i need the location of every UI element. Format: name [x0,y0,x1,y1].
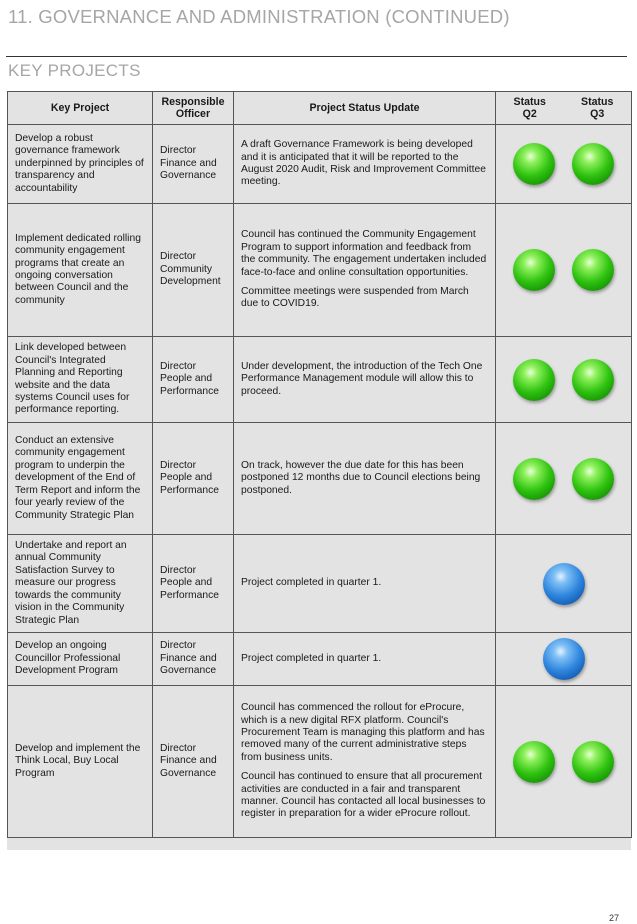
header-status [496,92,632,125]
update-cell [234,423,496,535]
status-q2-green-indicator [513,741,555,783]
update-text: A draft Governance Framework is being developed and it is anticipated that it will be reported to the August 2020 Audit, Risk and Improvement Committee meeting. [241,139,486,188]
status-q2-green-indicator [513,143,555,185]
table-row [8,686,632,838]
section-heading: KEY PROJECTS [8,61,141,80]
officer-cell: Director Finance and Governance [153,125,234,204]
update-cell [234,535,496,633]
update-text: On track, however the due date for this has been postponed 12 months due to Council elections being postponed. [241,459,481,496]
update-text: Project completed in quarter 1. [241,577,382,589]
header-responsible-officer: Responsible Officer [153,92,234,125]
table-row [8,423,632,535]
project-cell: Develop an ongoing Councillor Professional Development Program [8,633,153,686]
table-row [8,337,632,423]
status-cell [496,337,632,423]
status-q2-green-indicator [513,458,555,500]
status-cell [496,535,632,633]
header-status-q3: Status Q3 [581,96,614,120]
status-cell [496,686,632,838]
status-q3-green-indicator [572,359,614,401]
project-cell: Develop a robust governance framework underpinned by principles of transparency and accountability [8,125,153,204]
header-status-q2: Status Q2 [513,96,546,120]
officer-cell: Director People and Performance [153,423,234,535]
update-cell [234,125,496,204]
status-q2-green-indicator [513,249,555,291]
project-cell: Link developed between Council's Integrated Planning and Reporting website and the data systems Council uses for performance reporting. [8,337,153,423]
update-cell [234,686,496,838]
project-cell: Implement dedicated rolling community engagement programs that create an ongoing conversation between Council and the community [8,204,153,337]
table-row [8,125,632,204]
status-completed-blue-indicator [543,563,585,605]
table-row [8,204,632,337]
header-key-project: Key Project [8,92,153,125]
update-cell [234,337,496,423]
update-cell [234,204,496,337]
table-row [8,535,632,633]
status-q3-green-indicator [572,143,614,185]
table-row [8,633,632,686]
header-status-update: Project Status Update [234,92,496,125]
status-q2-green-indicator [513,359,555,401]
project-cell: Undertake and report an annual Community Satisfaction Survey to measure our progress towards the community vision in the Community Strategic Plan [8,535,153,633]
status-cell [496,204,632,337]
update-text: Project completed in quarter 1. [241,652,382,664]
update-text: Council has continued to ensure that all procurement activities are conducted in a fair and transparent manner. Council has contacted all local businesses to register in preparation for a wider eProcure rollout. [241,771,486,820]
heading-divider [6,56,627,57]
update-cell [234,633,496,686]
table-header-row [8,92,632,125]
update-text: Under development, the introduction of the Tech One Performance Management module will allow this to proceed. [241,360,483,397]
status-q3-green-indicator [572,458,614,500]
page-number: 27 [609,913,620,923]
status-completed-blue-indicator [543,638,585,680]
status-q3-green-indicator [572,741,614,783]
officer-cell: Director Finance and Governance [153,686,234,838]
status-cell [496,633,632,686]
status-q3-green-indicator [572,249,614,291]
key-projects-table [7,91,632,838]
project-cell: Conduct an extensive community engagement program to underpin the development of the End of Term Report and inform the four yearly review of the Community Strategic Plan [8,423,153,535]
officer-cell: Director Community Development [153,204,234,337]
officer-cell: Director People and Performance [153,535,234,633]
status-cell [496,423,632,535]
update-text: Committee meetings were suspended from March due to COVID19. [241,285,469,310]
officer-cell: Director Finance and Governance [153,633,234,686]
update-text: Council has commenced the rollout for eProcure, which is a new digital RFX platform. Council's Procurement Team is managing this platform and has removed many of the current administrative steps from business units. [241,702,485,763]
table-bottom-band [7,838,631,850]
project-cell: Develop and implement the Think Local, Buy Local Program [8,686,153,838]
officer-cell: Director People and Performance [153,337,234,423]
update-text: Council has continued the Community Engagement Program to support information and feedback from the community. The engagement undertaken included face-to-face and online consultation opportunities. [241,229,487,278]
status-cell [496,125,632,204]
page-heading: 11. GOVERNANCE AND ADMINISTRATION (CONTINUED) [8,6,510,27]
